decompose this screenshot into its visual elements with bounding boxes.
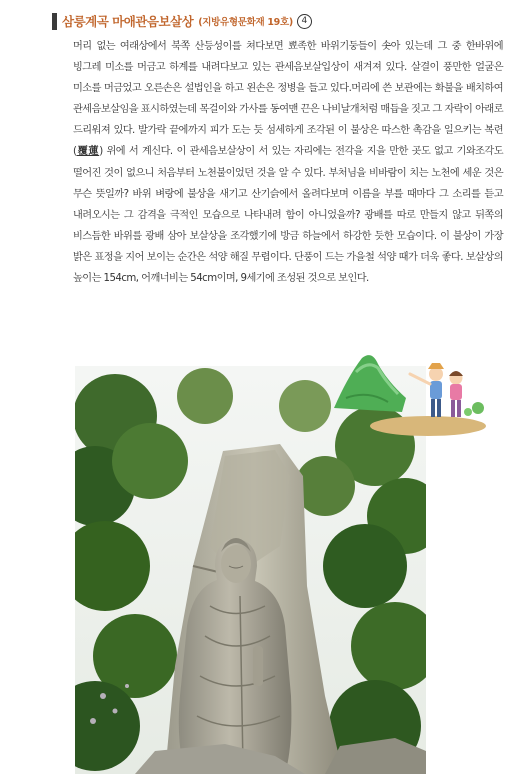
title-marker-bar	[52, 13, 57, 30]
title-sub: (지방유형문화재 19호)	[198, 17, 293, 28]
body-text-part-1: 머리 없는 여래상에서 북쪽 산등성이를 쳐다보면 뾰족한 바위기둥들이 솟아 있는데 그 중 한바위에 빙그레 미소를 머금고 하계를 내려다보고 있는 관세음보살입상이 새겨져 있다. 살결이 풍만한 얼굴은 미소를 머금었고 오른손은 설법인을 하고 왼손은 정병을 들고 있다.머리에 쓴 보관에는 화불을 배치하여 관세음보살임을 표시하였는데 목걸이와 가사를 동여맨 끈은 나비날개처럼 매듭을 짓고 그 자락이 아래로 드리워져 있다. 발가락 끝에까지 피가 도는 듯 섬세하게 조각된 이 불상은 따스한 촉감을 일으키는 복련(	[73, 41, 503, 158]
body-paragraph	[73, 36, 503, 289]
hikers-illustration-graphic	[328, 346, 488, 438]
hanja-term: 覆蓮	[76, 146, 100, 158]
body-text-part-2: ) 위에 서 계신다. 이 관세음보살상이 서 있는 자리에는 전각을 지을 만한 곳도 없고 기와조각도 떨어진 것이 없으니 처음부터 노천불이었던 것을 알 수 있다. 부처님을 비바람이 치는 노천에 세운 것은 무슨 뜻일까? 바위 벼랑에 불상을 새기고 산기슭에서 올려다보며 이름을 부를 때마다 그 소리를 듣고 내려오시는 그 감격을 극적인 모습으로 나타내려 함이 아니었을까? 광배를 따로 만들지 않고 뒤쪽의 비스듬한 바위를 광배 삼아 보살상을 조각했기에 방금 하늘에서 하강한 듯한 모습이다. 이 불상이 가장 밝은 표정을 지어 보이는 순간은 석양 해질 무렵이다. 단풍이 드는 가을철 석양 때가 더욱 좋다. 보살상의 높이는 154cm, 어깨너비는 54cm이며, 9세기에 조성된 것으로 보인다.	[73, 146, 503, 285]
section-title	[52, 10, 312, 32]
hikers-illustration	[328, 346, 488, 438]
title-main: 삼릉계곡 마애관음보살상	[62, 14, 194, 29]
title-circled-number: 4	[297, 14, 312, 29]
